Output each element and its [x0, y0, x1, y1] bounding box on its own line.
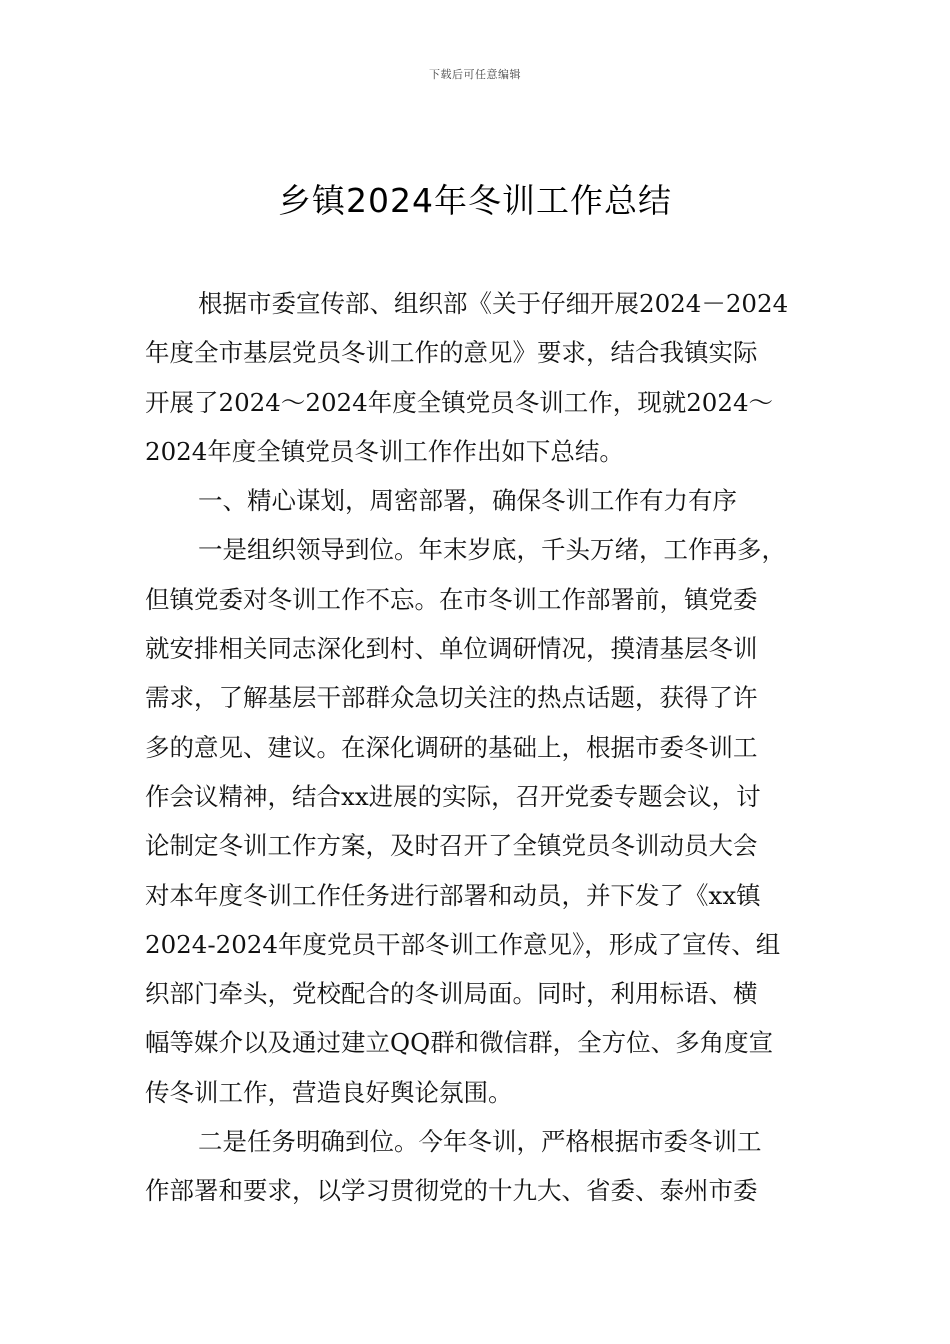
text-line: 多的意见、建议。在深化调研的基础上，根据市委冬训工 [145, 732, 758, 762]
text-line: 论制定冬训工作方案，及时召开了全镇党员冬训动员大会 [145, 831, 758, 861]
text-line: 织部门牵头，党校配合的冬训局面。同时，利用标语、横 [145, 979, 758, 1009]
section-heading [145, 476, 810, 525]
text-line: 开展了2024～2024年度全镇党员冬训工作，现就2024～ [145, 387, 774, 417]
text-line: 作部署和要求，以学习贯彻党的十九大、省委、泰州市委 [145, 1176, 758, 1206]
document-body [145, 279, 810, 1216]
text-line: 一是组织领导到位。年末岁底，千头万绪，工作再多， [198, 535, 786, 565]
text-line: 就安排相关同志深化到村、单位调研情况，摸清基层冬训 [145, 634, 758, 664]
text-line: 传冬训工作，营造良好舆论氛围。 [145, 1077, 513, 1107]
text-line: 但镇党委对冬训工作不忘。在市冬训工作部署前，镇党委 [145, 584, 758, 614]
text-line: 作会议精神，结合xx进展的实际，召开党委专题会议，讨 [145, 781, 761, 811]
text-line: 二是任务明确到位。今年冬训，严格根据市委冬训工 [198, 1127, 762, 1157]
text-line: 年度全市基层党员冬训工作的意见》要求，结合我镇实际 [145, 338, 758, 368]
text-line: 对本年度冬训工作任务进行部署和动员，并下发了《xx镇 [145, 880, 761, 910]
text-line: 根据市委宣传部、组织部《关于仔细开展2024－2024 [198, 289, 789, 318]
document-title: 乡镇2024年冬训工作总结 [278, 181, 672, 220]
paragraph-tasks [145, 1117, 810, 1216]
paragraph-organization [145, 525, 810, 1117]
text-line: 2024年度全镇党员冬训工作作出如下总结。 [145, 436, 624, 466]
paragraph-intro [145, 279, 810, 476]
text-line: 幅等媒介以及通过建立QQ群和微信群，全方位、多角度宣 [145, 1028, 774, 1058]
text-line: 需求，了解基层干部群众急切关注的热点话题，获得了许 [145, 683, 758, 713]
text-line: 2024-2024年度党员干部冬训工作意见》，形成了宣传、组 [145, 929, 781, 959]
text-line: 一、精心谋划，周密部署，确保冬训工作有力有序 [198, 486, 737, 516]
header-note: 下载后可任意编辑 [429, 68, 521, 81]
